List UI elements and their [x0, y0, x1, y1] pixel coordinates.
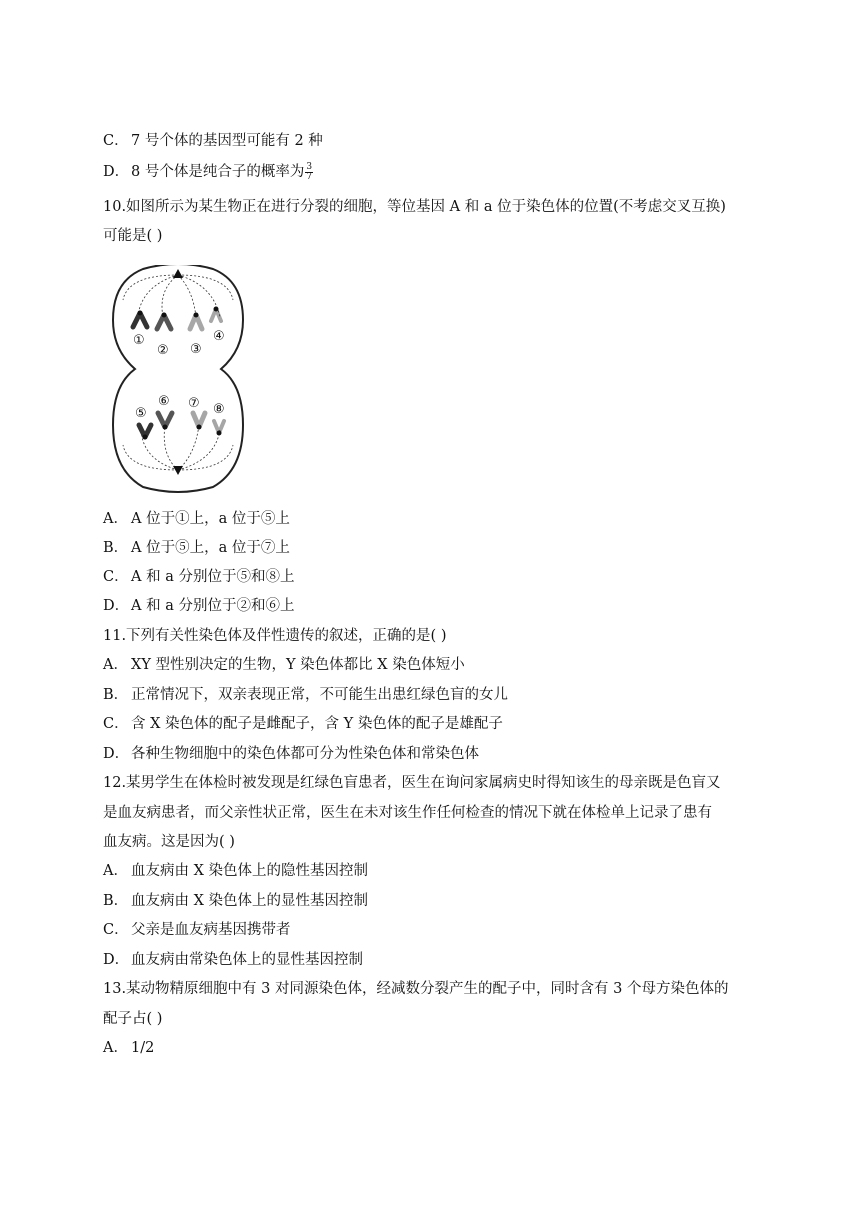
- cell-division-figure: [103, 265, 253, 493]
- q12-stem-line1: 12.某男学生在体检时被发现是红绿色盲患者，医生在询问家属病史时得知该生的母亲既是色盲又: [103, 775, 721, 791]
- option-text: 1/2: [131, 1040, 155, 1056]
- q13-option-a: [103, 1038, 154, 1058]
- q12-stem-line3: 血友病。这是因为( ): [103, 834, 235, 850]
- top-chromosomes: [133, 307, 221, 330]
- label-5: ⑤: [135, 406, 147, 421]
- option-letter: A．: [103, 511, 128, 527]
- option-letter: D．: [103, 598, 130, 614]
- option-letter: D．: [103, 164, 130, 180]
- fraction-denominator: 7: [306, 171, 313, 182]
- option-letter: C．: [103, 716, 129, 732]
- q11-option-b: [103, 685, 508, 705]
- option-letter: B．: [103, 687, 129, 703]
- centrosome-top: [173, 269, 183, 278]
- label-4: ④: [213, 329, 225, 344]
- q10-option-d: [103, 596, 294, 616]
- option-letter: A．: [103, 863, 128, 879]
- q10-option-b: [103, 538, 290, 558]
- label-8: ⑧: [213, 402, 225, 417]
- option-text: 血友病由常染色体上的显性基因控制: [131, 952, 363, 968]
- option-text: 血友病由 X 染色体上的显性基因控制: [131, 893, 369, 909]
- cell-diagram: [103, 265, 253, 493]
- q11-option-d: [103, 744, 479, 764]
- option-text: 各种生物细胞中的染色体都可分为性染色体和常染色体: [131, 746, 479, 762]
- q11-stem: 11.下列有关性染色体及伴性遗传的叙述，正确的是( ): [103, 628, 447, 644]
- q11-option-a: [103, 655, 465, 675]
- option-letter: D．: [103, 952, 130, 968]
- q10-stem-line1: 10.如图所示为某生物正在进行分裂的细胞，等位基因 A 和 a 位于染色体的位置(不考虑交叉互换): [103, 199, 726, 215]
- option-text: A 和 a 分别位于②和⑥上: [131, 598, 295, 614]
- cell-membrane: [113, 265, 243, 492]
- label-7: ⑦: [188, 396, 200, 411]
- option-letter: C．: [103, 922, 129, 938]
- option-c-prev: [103, 131, 323, 151]
- option-text: 含 X 染色体的配子是雌配子，含 Y 染色体的配子是雄配子: [131, 716, 503, 732]
- fraction-numerator: 3: [306, 161, 313, 172]
- q12-option-d: [103, 950, 363, 970]
- option-text: 8 号个体是纯合子的概率为: [131, 164, 305, 180]
- label-6: ⑥: [158, 394, 170, 409]
- centrosome-bottom: [173, 466, 183, 475]
- q13-stem-line1: 13.某动物精原细胞中有 3 对同源染色体，经减数分裂产生的配子中，同时含有 3 个母方染色体的: [103, 981, 729, 997]
- option-d-prev: [103, 162, 313, 182]
- label-1: ①: [133, 333, 145, 348]
- q13-stem-line2: 配子占( ): [103, 1011, 163, 1027]
- option-letter: B．: [103, 893, 129, 909]
- option-text: 父亲是血友病基因携带者: [131, 922, 291, 938]
- option-letter: C．: [103, 569, 129, 585]
- label-3: ③: [190, 342, 202, 357]
- q12-stem-line2: 是血友病患者，而父亲性状正常，医生在未对该生作任何检查的情况下就在体检单上记录了患有: [103, 805, 712, 821]
- q10-option-c: [103, 567, 294, 587]
- q11-option-c: [103, 714, 503, 734]
- q12-option-b: [103, 891, 368, 911]
- q10-option-a: [103, 509, 290, 529]
- option-letter: D．: [103, 746, 130, 762]
- fraction: [305, 163, 313, 182]
- q10-stem-line2: 可能是( ): [103, 228, 163, 244]
- option-text: A 位于⑤上，a 位于⑦上: [131, 540, 290, 556]
- option-text: 7 号个体的基因型可能有 2 种: [131, 133, 323, 149]
- label-2: ②: [157, 343, 169, 358]
- option-letter: A．: [103, 657, 128, 673]
- option-text: XY 型性别决定的生物，Y 染色体都比 X 染色体短小: [131, 657, 465, 673]
- q12-option-a: [103, 861, 368, 881]
- option-text: 正常情况下，双亲表现正常，不可能生出患红绿色盲的女儿: [131, 687, 508, 703]
- option-letter: A．: [103, 1040, 128, 1056]
- bottom-chromosomes: [139, 413, 224, 440]
- option-text: A 和 a 分别位于⑤和⑧上: [131, 569, 295, 585]
- option-text: A 位于①上，a 位于⑤上: [131, 511, 290, 527]
- option-letter: B．: [103, 540, 129, 556]
- option-letter: C．: [103, 133, 129, 149]
- q12-option-c: [103, 920, 291, 940]
- option-text: 血友病由 X 染色体上的隐性基因控制: [131, 863, 369, 879]
